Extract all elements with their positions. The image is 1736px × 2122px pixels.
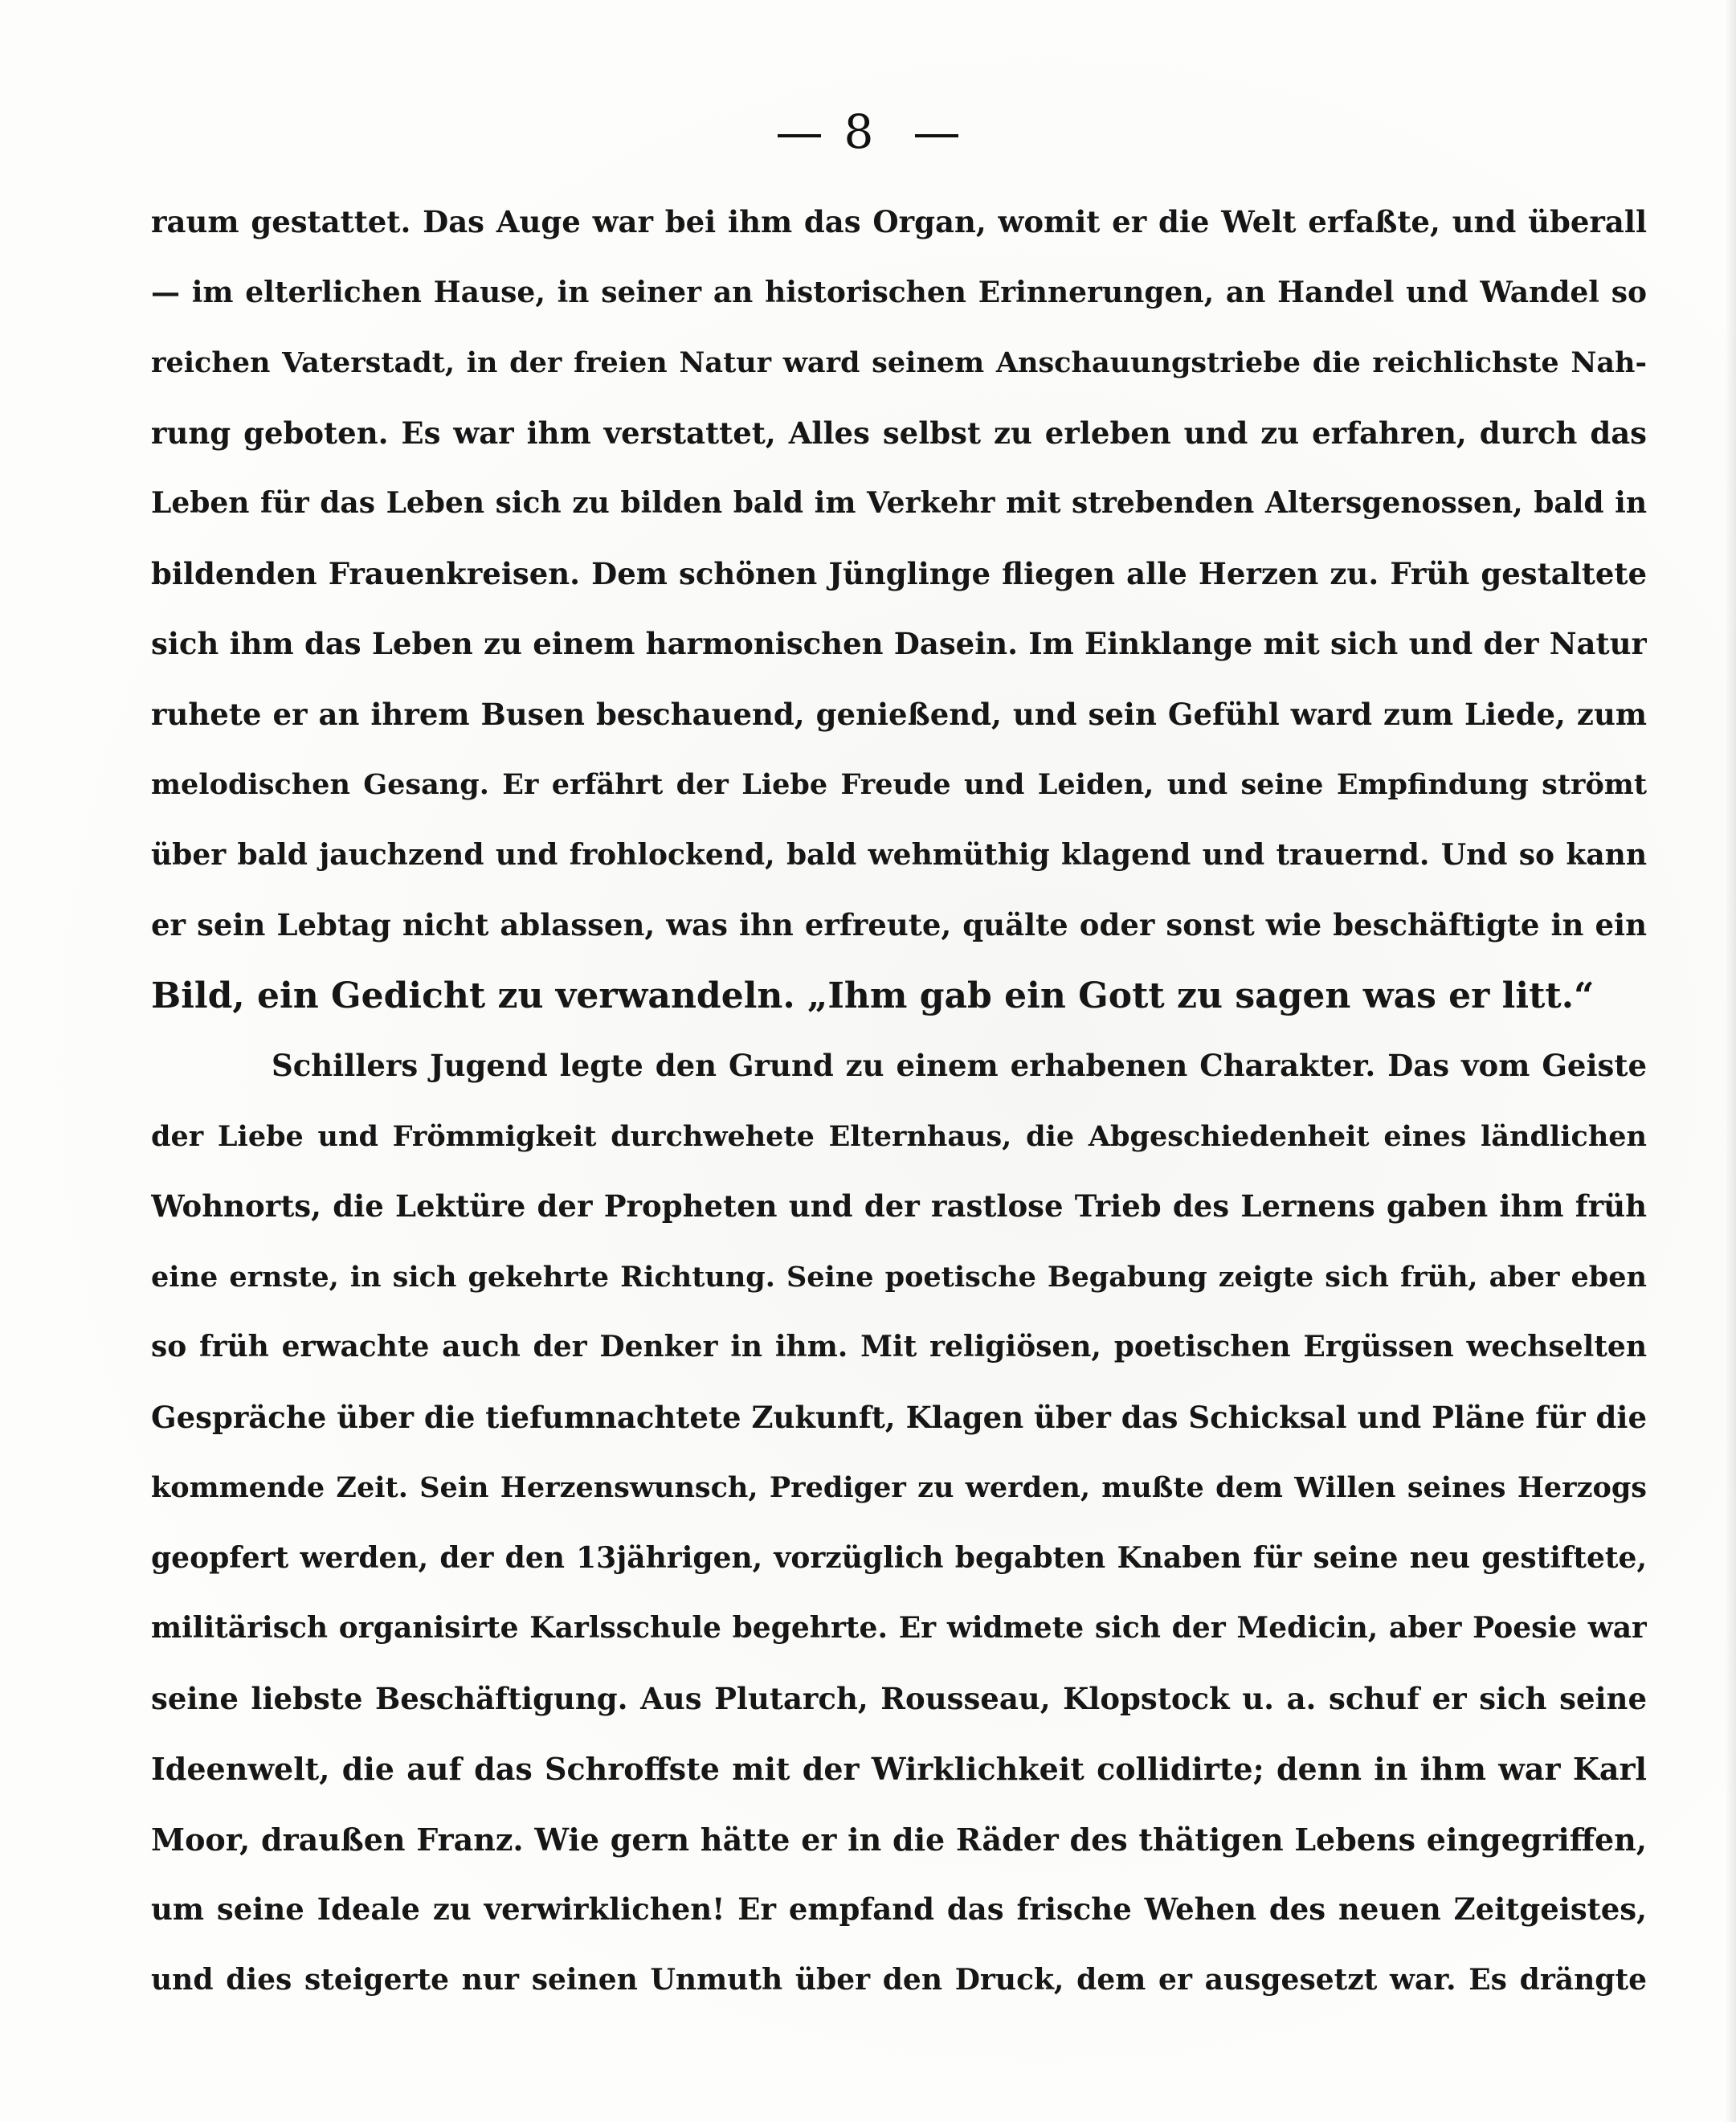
text-line: melodischen Gesang. Er erfährt der Liebe Freude und Leiden, und seine Empfindung strömt xyxy=(151,768,1647,801)
text-line: bildenden Frauenkreisen. Dem schönen Jünglinge fliegen alle Herzen zu. Früh gestaltete xyxy=(151,555,1647,591)
text-line: Wohnorts, die Lektüre der Propheten und der rastlose Trieb des Lernens gaben ihm früh xyxy=(151,1188,1647,1224)
text-line: Leben für das Leben sich zu bilden bald im Verkehr mit strebenden Altersgenossen, bald in xyxy=(151,486,1647,520)
text-line: sich ihm das Leben zu einem harmonischen Dasein. Im Einklange mit sich und der Natur xyxy=(151,626,1647,661)
text-line: raum gestattet. Das Auge war bei ihm das Organ, womit er die Welt erfaßte, und überall xyxy=(151,204,1647,239)
text-line-paragraph-end: Bild, ein Gedicht zu verwandeln. „Ihm gab ein Gott zu sagen was er litt.“ xyxy=(151,975,1595,1016)
text-line: und dies steigerte nur seinen Unmuth über den Druck, dem er ausgesetzt war. Es drängte xyxy=(151,1962,1647,1997)
text-line: rung geboten. Es war ihm verstattet, Alles selbst zu erleben und zu erfahren, durch das xyxy=(151,415,1647,451)
text-line: Gespräche über die tiefumnachtete Zukunft, Klagen über das Schicksal und Pläne für die xyxy=(151,1399,1647,1435)
text-line: um seine Ideale zu verwirklichen! Er empfand das frische Wehen des neuen Zeitgeistes, xyxy=(151,1891,1647,1927)
page-number-right-dash xyxy=(915,134,958,137)
text-line: Moor, draußen Franz. Wie gern hätte er in die Räder des thätigen Lebens eingegriffen, xyxy=(151,1821,1647,1858)
text-line: Ideenwelt, die auf das Schroffste mit der Wirklichkeit collidirte; denn in ihm war Karl xyxy=(151,1751,1647,1787)
text-line: er sein Lebtag nicht ablassen, was ihn erfreute, quälte oder sonst wie beschäftigte in ein xyxy=(151,907,1647,942)
page-number-value: 8 xyxy=(843,104,893,159)
text-line: so früh erwachte auch der Denker in ihm. Mit religiösen, poetischen Ergüssen wechselten xyxy=(151,1330,1647,1364)
text-line: eine ernste, in sich gekehrte Richtung. Seine poetische Begabung zeigte sich früh, aber eben xyxy=(151,1260,1647,1294)
page-edge-shadow xyxy=(1725,0,1736,2122)
text-line: — im elterlichen Hause, in seiner an historischen Erinnerungen, an Handel und Wandel so xyxy=(151,275,1647,309)
text-line: geopfert werden, der den 13jährigen, vorzüglich begabten Knaben für seine neu gestiftete, xyxy=(151,1540,1647,1575)
text-line: seine liebste Beschäftigung. Aus Plutarch, Rousseau, Klopstock u. a. schuf er sich seine xyxy=(151,1680,1647,1716)
text-line: militärisch organisirte Karlsschule begehrte. Er widmete sich der Medicin, aber Poesie war xyxy=(151,1611,1647,1645)
text-line: über bald jauchzend und frohlockend, bald wehmüthig klagend und trauernd. Und so kann xyxy=(151,837,1647,872)
text-line: der Liebe und Frömmigkeit durchwehete Elternhaus, die Abgeschiedenheit eines ländlichen xyxy=(151,1119,1647,1153)
text-line: kommende Zeit. Sein Herzenswunsch, Prediger zu werden, mußte dem Willen seines Herzogs xyxy=(151,1471,1647,1504)
page-number-left-dash xyxy=(778,134,821,137)
text-line: reichen Vaterstadt, in der freien Natur ward seinem Anschauungstriebe die reichlichste Nah- xyxy=(151,346,1647,379)
body-text xyxy=(151,187,1647,2015)
text-line-paragraph-start: Schillers Jugend legte den Grund zu einem erhabenen Charakter. Das vom Geiste xyxy=(272,1048,1647,1083)
text-line: ruhete er an ihrem Busen beschauend, genießend, und sein Gefühl ward zum Liede, zum xyxy=(151,696,1647,732)
page-number xyxy=(0,104,1736,159)
